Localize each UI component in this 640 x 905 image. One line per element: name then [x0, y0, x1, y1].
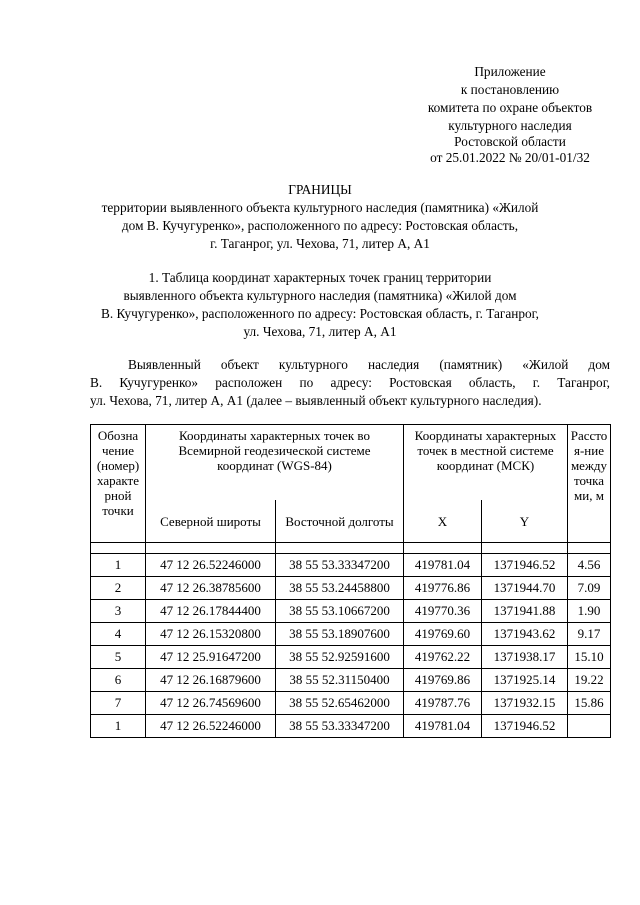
paragraph-line-2: В. Кучугуренко» расположен по адресу: Ростовская область, г. Таганрог, [90, 375, 610, 390]
header-y: Y [482, 500, 568, 543]
cell-latitude: 47 12 26.52246000 [146, 715, 276, 738]
cell-x: 419769.60 [404, 623, 482, 646]
cell-distance: 4.56 [568, 554, 611, 577]
cell-distance [568, 715, 611, 738]
table-row [91, 623, 611, 646]
cell-y: 1371932.15 [482, 692, 568, 715]
header-wgs-label: Координаты характерных точек во Всемирной геодезической системе координат (WGS-84) [178, 428, 371, 473]
cell-distance: 7.09 [568, 577, 611, 600]
cell-x: 419762.22 [404, 646, 482, 669]
section-line-1: 1. Таблица координат характерных точек границ территории [148, 270, 492, 285]
title-line-2: дом В. Кучугуренко», расположенного по адресу: Ростовская область, [121, 218, 519, 233]
cell-longitude: 38 55 53.10667200 [276, 600, 404, 623]
paragraph-line-1: Выявленный объект культурного наследия (памятник) «Жилой дом [128, 357, 610, 372]
cell-x: 419787.76 [404, 692, 482, 715]
appendix-line-1: Приложение [474, 64, 546, 79]
cell-y: 1371941.88 [482, 600, 568, 623]
cell-longitude: 38 55 53.18907600 [276, 623, 404, 646]
cell-point: 5 [91, 646, 146, 669]
header-x: X [404, 500, 482, 543]
appendix-line-2: к постановлению [460, 82, 560, 97]
appendix-line-6: от 25.01.2022 № 20/01-01/32 [430, 150, 590, 165]
cell-x: 419781.04 [404, 715, 482, 738]
cell-longitude: 38 55 52.92591600 [276, 646, 404, 669]
cell-y: 1371944.70 [482, 577, 568, 600]
header-msk [404, 425, 568, 501]
header-msk-label: Координаты характерных точек в местной системе координат (МСК) [414, 428, 557, 473]
cell-latitude: 47 12 26.74569600 [146, 692, 276, 715]
table-row [91, 577, 611, 600]
title-line-3: г. Таганрог, ул. Чехова, 71, литер А, А1 [210, 236, 430, 251]
header-wgs [146, 425, 404, 501]
cell-x: 419781.04 [404, 554, 482, 577]
cell-latitude: 47 12 26.52246000 [146, 554, 276, 577]
cell-distance: 9.17 [568, 623, 611, 646]
cell-latitude: 47 12 26.15320800 [146, 623, 276, 646]
table-row [91, 715, 611, 738]
section-line-2: выявленного объекта культурного наследия (памятника) «Жилой дом [123, 288, 517, 303]
cell-distance: 15.86 [568, 692, 611, 715]
cell-latitude: 47 12 25.91647200 [146, 646, 276, 669]
cell-point: 4 [91, 623, 146, 646]
cell-longitude: 38 55 53.33347200 [276, 554, 404, 577]
cell-distance: 1.90 [568, 600, 611, 623]
cell-point: 3 [91, 600, 146, 623]
document-heading: ГРАНИЦЫ [288, 182, 352, 197]
table-row [91, 646, 611, 669]
appendix-line-4: культурного наследия [448, 118, 572, 133]
cell-y: 1371943.62 [482, 623, 568, 646]
cell-distance: 15.10 [568, 646, 611, 669]
appendix-line-3: комитета по охране объектов [427, 100, 593, 115]
paragraph-line-3: ул. Чехова, 71, литер А, А1 (далее – выявленный объект культурного наследия). [90, 393, 542, 408]
table-row [91, 554, 611, 577]
table-row [91, 692, 611, 715]
cell-point: 1 [91, 715, 146, 738]
cell-y: 1371946.52 [482, 715, 568, 738]
title-line-1: территории выявленного объекта культурного наследия (памятника) «Жилой [101, 200, 539, 215]
cell-x: 419776.86 [404, 577, 482, 600]
cell-point: 7 [91, 692, 146, 715]
cell-distance: 19.22 [568, 669, 611, 692]
table-row [91, 669, 611, 692]
header-point-number [91, 425, 146, 543]
cell-longitude: 38 55 53.24458800 [276, 577, 404, 600]
cell-point: 1 [91, 554, 146, 577]
cell-longitude: 38 55 52.31150400 [276, 669, 404, 692]
header-distance [568, 425, 611, 543]
cell-y: 1371938.17 [482, 646, 568, 669]
cell-longitude: 38 55 53.33347200 [276, 715, 404, 738]
cell-point: 2 [91, 577, 146, 600]
cell-x: 419769.86 [404, 669, 482, 692]
header-longitude: Восточной долготы [276, 500, 404, 543]
cell-x: 419770.36 [404, 600, 482, 623]
table-subheader-row [91, 500, 611, 543]
cell-latitude: 47 12 26.38785600 [146, 577, 276, 600]
header-point-label: Обозна чение (номер) характе рной точки [96, 428, 140, 518]
table-gap-row [91, 543, 611, 554]
appendix-line-5: Ростовской области [454, 134, 566, 149]
section-line-3: В. Кучугуренко», расположенного по адресу: Ростовская область, г. Таганрог, [101, 306, 539, 321]
cell-latitude: 47 12 26.16879600 [146, 669, 276, 692]
cell-y: 1371946.52 [482, 554, 568, 577]
table-row [91, 600, 611, 623]
cell-longitude: 38 55 52.65462000 [276, 692, 404, 715]
coordinates-table [90, 424, 611, 738]
cell-latitude: 47 12 26.17844400 [146, 600, 276, 623]
header-latitude: Северной широты [146, 500, 276, 543]
section-line-4: ул. Чехова, 71, литер А, А1 [243, 324, 397, 339]
header-distance-label: Рассто я-ние между точка ми, м [570, 428, 608, 503]
cell-y: 1371925.14 [482, 669, 568, 692]
table-header-row [91, 425, 611, 501]
cell-point: 6 [91, 669, 146, 692]
